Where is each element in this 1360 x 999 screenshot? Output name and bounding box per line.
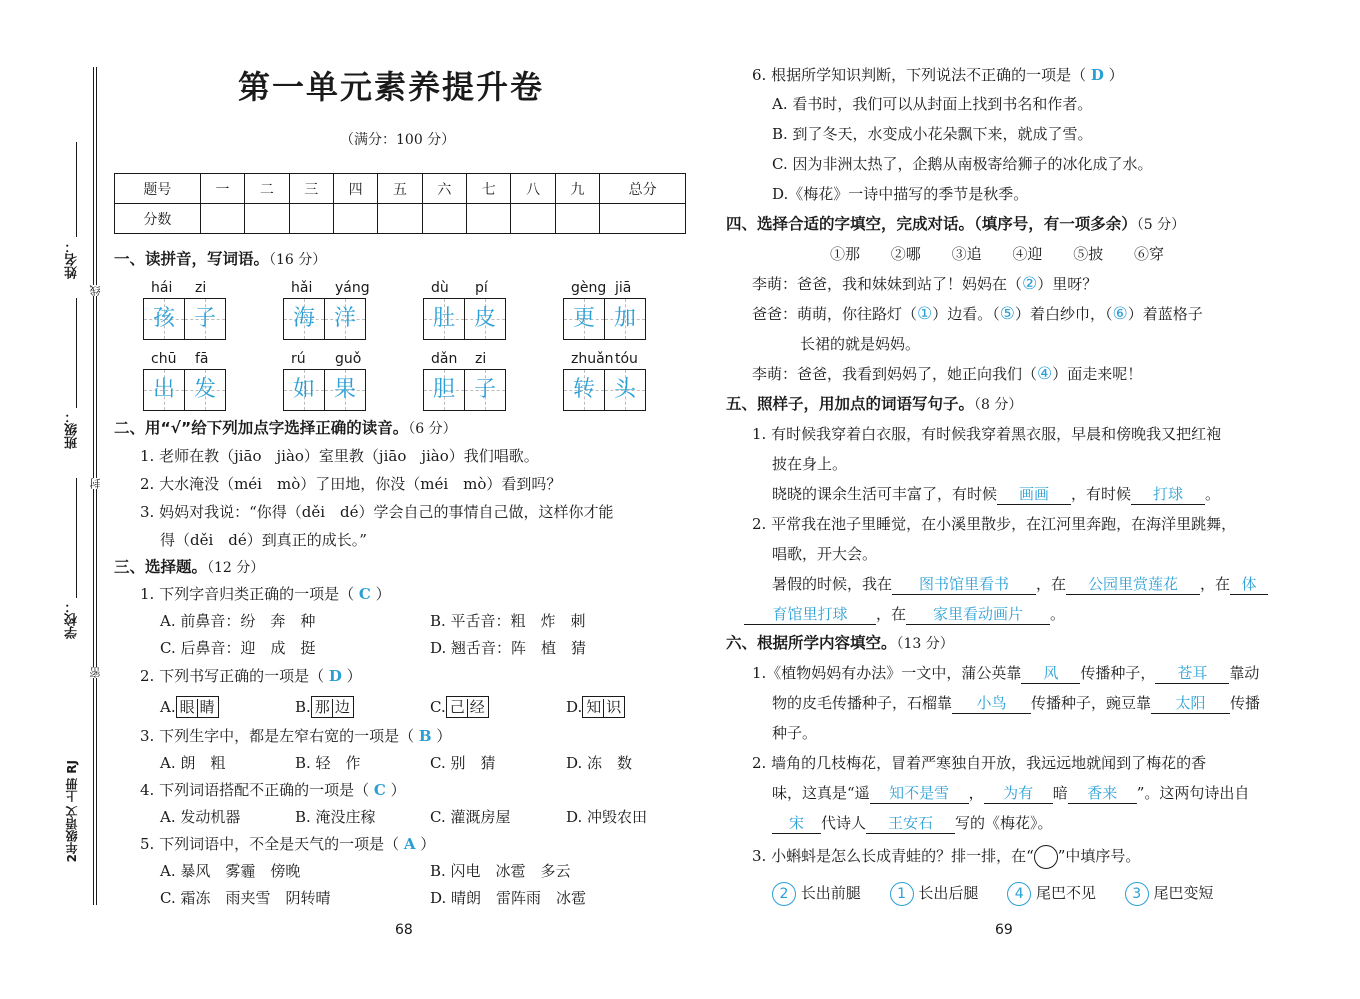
sec3-q1-option-a: A. 前鼻音：纷 奔 种 bbox=[160, 612, 316, 630]
answer-blank[interactable]: 公园里赏莲花 bbox=[1066, 574, 1200, 595]
char-cell[interactable] bbox=[563, 369, 605, 411]
sec3-q1: 1. 下列字音归类正确的一项是（ C ） bbox=[140, 585, 391, 603]
char-answer: 转 bbox=[572, 377, 595, 402]
char-answer: 子 bbox=[473, 377, 496, 402]
score-table bbox=[114, 173, 686, 234]
sec3-q4: 4. 下列词语搭配不正确的一项是（ C ） bbox=[140, 781, 406, 799]
score-header-cell: 二 bbox=[245, 174, 289, 204]
option-item: ③追 bbox=[951, 245, 982, 263]
pinyin-syllable: rú bbox=[291, 351, 306, 367]
section-1-points: （16 分） bbox=[269, 252, 327, 268]
sec3-q4-option-b: B. 淹没庄稼 bbox=[295, 808, 376, 826]
sec6-q1c: 种子。 bbox=[772, 724, 818, 742]
score-cell[interactable] bbox=[333, 204, 377, 234]
word-char: 睛 bbox=[199, 698, 215, 716]
dialog-text: 李萌：爸爸，我看到妈妈了，她正向我们（ bbox=[752, 365, 1038, 383]
sec3-q2-option-d: D. 知 识 bbox=[566, 696, 625, 718]
char-cell[interactable] bbox=[563, 298, 605, 340]
dialog-answer: ④ bbox=[1037, 364, 1053, 384]
step-text: 尾巴不见 bbox=[1035, 884, 1096, 902]
sec3-q5-text: 5. 下列词语中，不全是天气的一项是（ bbox=[140, 835, 400, 853]
answer-blank[interactable]: 育馆里打球 bbox=[744, 604, 876, 625]
sec3-q5: 5. 下列词语中，不全是天气的一项是（ A ） bbox=[140, 835, 436, 853]
sentence-text: 传播种子， bbox=[1080, 664, 1156, 682]
sentence-text: 物的皮毛传播种子，石榴靠 bbox=[772, 694, 953, 712]
section-4-points: （5 分） bbox=[1136, 217, 1186, 233]
answer-blank[interactable]: 画画 bbox=[997, 484, 1071, 505]
dialog-text: 李萌：爸爸，我和妹妹到站了！妈妈在（ bbox=[752, 275, 1023, 293]
char-cell[interactable] bbox=[143, 298, 185, 340]
line-mark: 线 bbox=[89, 285, 102, 296]
class-underline bbox=[76, 298, 77, 408]
word-char: 经 bbox=[469, 698, 485, 716]
score-header-cell: 六 bbox=[422, 174, 466, 204]
answer-blank[interactable]: 图书馆里看书 bbox=[892, 574, 1036, 595]
tian-grid bbox=[563, 369, 645, 411]
answer-blank[interactable]: 宋 bbox=[772, 813, 821, 834]
word-char: 眼 bbox=[179, 698, 195, 716]
char-cell[interactable] bbox=[283, 369, 325, 411]
sec5-q1b: 披在身上。 bbox=[772, 455, 848, 473]
char-answer: 发 bbox=[193, 377, 216, 402]
secret-mark: 密 bbox=[89, 667, 102, 678]
char-cell[interactable] bbox=[184, 369, 226, 411]
answer-blank[interactable]: 为有 bbox=[984, 783, 1053, 804]
section-5-points: （8 分） bbox=[974, 397, 1023, 413]
dialog-text: ）面走来呢！ bbox=[1052, 365, 1143, 383]
char-cell[interactable] bbox=[604, 298, 646, 340]
sentence-text: 靠动 bbox=[1229, 664, 1260, 682]
section-5-heading: 五、照样子，用加点的词语写句子。 bbox=[726, 395, 975, 413]
score-cell[interactable] bbox=[467, 204, 511, 234]
char-answer: 肚 bbox=[432, 306, 455, 331]
score-header-cell: 总分 bbox=[600, 174, 686, 204]
char-answer: 出 bbox=[152, 377, 175, 402]
option-item: ⑤披 bbox=[1073, 245, 1104, 263]
sentence-text: 传播种子，豌豆靠 bbox=[1031, 694, 1152, 712]
char-answer: 头 bbox=[613, 377, 636, 402]
sec4-options bbox=[830, 244, 1164, 264]
sentence-text: 3. 小蝌蚪是怎么长成青蛙的？排一排，在“ bbox=[752, 847, 1034, 865]
name-label: 姓名： bbox=[65, 240, 80, 279]
sec3-q3-option-b: B. 轻 作 bbox=[295, 754, 361, 772]
score-header-cell: 八 bbox=[511, 174, 555, 204]
option-item: ②哪 bbox=[890, 245, 921, 263]
char-cell[interactable] bbox=[324, 369, 366, 411]
section-4-heading: 四、选择合适的字填空，完成对话。（填序号，有一项多余） bbox=[726, 215, 1137, 233]
score-cell[interactable] bbox=[200, 204, 244, 234]
sec3-q4-option-d: D. 冲毁农田 bbox=[566, 808, 648, 826]
sec6-q2c bbox=[772, 813, 1053, 834]
class-label: 班级： bbox=[65, 410, 80, 449]
step-text: 长出前腿 bbox=[800, 884, 861, 902]
pinyin-syllable: yáng bbox=[335, 280, 370, 296]
dialog-text: ）着白纱巾，（ bbox=[1015, 305, 1113, 323]
sentence-text: 暑假的时候，我在 bbox=[772, 575, 893, 593]
dialog-answer: ⑥ bbox=[1112, 304, 1128, 324]
section-6-heading: 六、根据所学内容填空。 bbox=[726, 634, 897, 652]
sec3-q3-option-a: A. 朗 粗 bbox=[160, 754, 226, 772]
word-char: 知 bbox=[586, 698, 602, 716]
sec3-q5-option-c: C. 霜冻 雨夹雪 阴转晴 bbox=[160, 889, 331, 907]
school-underline bbox=[76, 478, 77, 598]
pinyin-syllable: dù bbox=[431, 280, 449, 296]
book-info: 2年级语文 上册 RJ bbox=[65, 760, 79, 863]
step-number-circle[interactable]: 1 bbox=[890, 882, 914, 906]
option-item: ⑥穿 bbox=[1133, 245, 1164, 263]
q6-option-d: D.《梅花》一诗中描写的季节是秋季。 bbox=[772, 185, 1029, 203]
section-6-points: （13 分） bbox=[896, 636, 954, 652]
section-1-title bbox=[114, 249, 326, 270]
answer-blank[interactable]: 家里看动画片 bbox=[906, 604, 1050, 625]
answer-blank[interactable]: 香来 bbox=[1068, 783, 1137, 804]
answer-blank[interactable]: 知不是雪 bbox=[870, 783, 969, 804]
sec3-q2-option-a: A. 眼 睛 bbox=[160, 696, 219, 718]
step-item bbox=[1125, 884, 1214, 902]
char-cell[interactable] bbox=[324, 298, 366, 340]
sentence-text: 写的《梅花》。 bbox=[955, 814, 1053, 832]
word-char: 己 bbox=[449, 698, 465, 716]
char-answer: 胆 bbox=[432, 377, 455, 402]
section-2-title bbox=[114, 418, 457, 439]
step-item bbox=[890, 884, 979, 902]
sentence-text: 。 bbox=[1205, 485, 1221, 503]
sec3-q2-text: 2. 下列书写正确的一项是（ bbox=[140, 667, 325, 685]
sentence-text: 晓晓的课余生活可丰富了，有时候 bbox=[772, 485, 998, 503]
sec3-q3-text: 3. 下列生字中，都是左窄右宽的一项是（ bbox=[140, 727, 415, 745]
sentence-text: 味，这真是“遥 bbox=[772, 784, 870, 802]
sec3-q1-answer: C bbox=[358, 585, 371, 603]
sec4-line-2 bbox=[752, 304, 1203, 324]
score-header-cell: 四 bbox=[333, 174, 377, 204]
pinyin-syllable: dǎn bbox=[431, 351, 458, 367]
sec3-q4-option-a: A. 发动机器 bbox=[160, 808, 241, 826]
answer-blank[interactable]: 打球 bbox=[1131, 484, 1205, 505]
step-text: 尾巴变短 bbox=[1153, 884, 1214, 902]
char-answer: 海 bbox=[292, 306, 315, 331]
answer-blank[interactable]: 太阳 bbox=[1151, 693, 1230, 714]
score-cell[interactable] bbox=[245, 204, 289, 234]
char-answer: 子 bbox=[193, 306, 216, 331]
tian-grid bbox=[423, 298, 505, 340]
score-table-row bbox=[115, 204, 686, 234]
q6-option-a: A. 看书时，我们可以从封面上找到书名和作者。 bbox=[772, 95, 1093, 113]
option-item: ①那 bbox=[830, 245, 861, 263]
score-cell[interactable] bbox=[378, 204, 422, 234]
pinyin-syllable: zi bbox=[475, 351, 487, 367]
score-cell[interactable] bbox=[600, 204, 686, 234]
pinyin-syllable: zhuǎn bbox=[571, 351, 614, 367]
score-cell[interactable] bbox=[289, 204, 333, 234]
sec5-q1c bbox=[772, 484, 1220, 505]
sec6-q1b bbox=[772, 693, 1260, 714]
q6-option-c: C. 因为非洲太热了，企鹅从南极寄给狮子的冰化成了水。 bbox=[772, 155, 1153, 173]
word-char: 那 bbox=[314, 698, 330, 716]
char-answer: 加 bbox=[613, 306, 636, 331]
pinyin-syllable: zi bbox=[195, 280, 207, 296]
sec5-q2b: 唱歌，开大会。 bbox=[772, 545, 878, 563]
pinyin-syllable: tóu bbox=[615, 351, 638, 367]
sec6-q2a: 2. 墙角的几枝梅花，冒着严寒独自开放，我远远地就闻到了梅花的香 bbox=[752, 754, 1207, 772]
step-item bbox=[772, 884, 861, 902]
sec5-q2a: 2. 平常我在池子里睡觉，在小溪里散步，在江河里奔跑，在海洋里跳舞， bbox=[752, 515, 1237, 533]
sentence-text: ”。这两句诗出自 bbox=[1136, 784, 1250, 802]
full-mark: （满分：100 分） bbox=[340, 132, 456, 148]
tian-grid bbox=[563, 298, 645, 340]
char-answer: 孩 bbox=[152, 306, 175, 331]
dialog-answer: ② bbox=[1022, 274, 1038, 294]
score-header-cell: 题号 bbox=[115, 174, 201, 204]
sec3-q4-option-c: C. 灌溉房屋 bbox=[430, 808, 511, 826]
sec3-q4-text: 4. 下列词语搭配不正确的一项是（ bbox=[140, 781, 370, 799]
answer-blank[interactable]: 风 bbox=[1021, 663, 1080, 684]
score-table-header-row bbox=[115, 174, 686, 204]
sentence-text: ，在 bbox=[1036, 575, 1067, 593]
step-number-circle[interactable]: 2 bbox=[772, 882, 796, 906]
score-header-cell: 三 bbox=[289, 174, 333, 204]
step-number-circle[interactable]: 3 bbox=[1125, 882, 1149, 906]
section-2-heading: 二、用“√”给下列加点字选择正确的读音。 bbox=[114, 419, 409, 437]
char-answer: 如 bbox=[292, 377, 315, 402]
seal-mark: 封 bbox=[89, 478, 102, 489]
sentence-text: ”中填序号。 bbox=[1057, 847, 1141, 865]
section-2-points: （6 分） bbox=[408, 421, 457, 437]
pinyin-syllable: hái bbox=[151, 280, 173, 296]
sentence-text: 传播 bbox=[1230, 694, 1261, 712]
sec3-q3: 3. 下列生字中，都是左窄右宽的一项是（ B ） bbox=[140, 727, 452, 745]
sec2-q1: 1. 老师在教（jiāo jiào）室里教（jiāo jiào）我们唱歌。 bbox=[140, 447, 539, 465]
answer-blank[interactable]: 王安石 bbox=[866, 813, 955, 834]
tian-grid bbox=[283, 298, 365, 340]
sec3-q1-text: 1. 下列字音归类正确的一项是（ bbox=[140, 585, 355, 603]
pinyin-syllable: guǒ bbox=[335, 351, 362, 367]
page-number-right: 69 bbox=[995, 922, 1013, 938]
sentence-text: 暗 bbox=[1052, 784, 1068, 802]
section-6-title bbox=[726, 633, 954, 654]
sec3-q4-answer: C bbox=[373, 781, 386, 799]
section-3-title bbox=[114, 557, 264, 578]
char-answer: 更 bbox=[572, 306, 595, 331]
sentence-text: 。 bbox=[1050, 605, 1066, 623]
sec4-line-2b: 长裙的就是妈妈。 bbox=[800, 335, 921, 353]
sec3-q1-option-d: D. 翘舌音：阵 植 猜 bbox=[430, 639, 587, 657]
tian-grid bbox=[143, 369, 225, 411]
sec4-line-1 bbox=[752, 274, 1097, 294]
dialog-answer: ① bbox=[917, 304, 933, 324]
score-header-cell: 七 bbox=[467, 174, 511, 204]
sec3-q5-option-b: B. 闪电 冰雹 多云 bbox=[430, 862, 571, 880]
section-5-title bbox=[726, 394, 1022, 415]
sentence-text: 代诗人 bbox=[821, 814, 867, 832]
answer-blank[interactable]: 体 bbox=[1230, 574, 1268, 595]
sentence-text: ，有时候 bbox=[1071, 485, 1132, 503]
q6-option-b: B. 到了冬天，水变成小花朵飘下来，就成了雪。 bbox=[772, 125, 1093, 143]
sec3-q2-option-c: C. 己 经 bbox=[430, 696, 489, 718]
sec3-q2-answer: D bbox=[328, 667, 342, 685]
pinyin-syllable: jiā bbox=[615, 280, 632, 296]
char-cell[interactable] bbox=[604, 369, 646, 411]
score-header-cell: 一 bbox=[200, 174, 244, 204]
char-cell[interactable] bbox=[143, 369, 185, 411]
pinyin-syllable: fā bbox=[195, 351, 209, 367]
char-cell[interactable] bbox=[184, 298, 226, 340]
sec6-q2b bbox=[772, 783, 1249, 804]
sec5-q1a: 1. 有时候我穿着白衣服，有时候我穿着黑衣服，早晨和傍晚我又把红袍 bbox=[752, 425, 1222, 443]
score-header-cell: 九 bbox=[555, 174, 599, 204]
sec2-q3a: 3. 妈妈对我说：“你得（děi dé）学会自己的事情自己做，这样你才能 bbox=[140, 503, 614, 521]
sec3-q5-option-a: A. 暴风 雾霾 傍晚 bbox=[160, 862, 301, 880]
section-4-title bbox=[726, 214, 1185, 235]
pinyin-syllable: pí bbox=[475, 280, 488, 296]
sec3-q3-option-d: D. 冻 数 bbox=[566, 754, 633, 772]
dialog-text: ）着蓝格子 bbox=[1127, 305, 1203, 323]
sec3-q1-option-b: B. 平舌音：粗 炸 刺 bbox=[430, 612, 586, 630]
sec4-line-3 bbox=[752, 364, 1142, 384]
dialog-answer: ⑤ bbox=[999, 304, 1016, 324]
char-answer: 皮 bbox=[473, 306, 496, 331]
step-number-circle[interactable]: 4 bbox=[1007, 882, 1031, 906]
answer-blank[interactable]: 苍耳 bbox=[1155, 663, 1229, 684]
score-cell[interactable] bbox=[555, 204, 599, 234]
empty-circle-icon bbox=[1034, 845, 1058, 869]
step-item bbox=[1007, 884, 1096, 902]
answer-blank[interactable]: 小鸟 bbox=[952, 693, 1031, 714]
sec6-q1a bbox=[752, 663, 1259, 684]
sec6-q3-steps bbox=[772, 882, 1214, 906]
word-char: 识 bbox=[606, 698, 622, 716]
pinyin-syllable: gèng bbox=[571, 280, 607, 296]
char-cell[interactable] bbox=[464, 298, 506, 340]
score-header-cell: 五 bbox=[378, 174, 422, 204]
sentence-text: ，在 bbox=[1200, 575, 1231, 593]
sentence-text: ，在 bbox=[876, 605, 907, 623]
sec2-q2: 2. 大水淹没（méi mò）了田地，你没（méi mò）看到吗？ bbox=[140, 475, 562, 493]
char-cell[interactable] bbox=[423, 298, 465, 340]
score-row-label: 分数 bbox=[115, 204, 201, 234]
dialog-text: ）里呀？ bbox=[1037, 275, 1098, 293]
score-cell[interactable] bbox=[511, 204, 555, 234]
sec3-q2-option-b: B. 那 边 bbox=[295, 696, 354, 718]
section-3-heading: 三、选择题。 bbox=[114, 558, 208, 576]
sec3-q3-answer: B bbox=[418, 727, 432, 745]
char-cell[interactable] bbox=[283, 298, 325, 340]
sec3-q5-answer: A bbox=[403, 835, 416, 853]
tian-grid bbox=[423, 369, 505, 411]
page-title: 第一单元素养提升卷 bbox=[238, 68, 545, 106]
tian-grid bbox=[143, 298, 225, 340]
dialog-text: ）边看。（ bbox=[932, 305, 1000, 323]
name-underline bbox=[76, 142, 77, 237]
q6-text: 6. 根据所学知识判断，下列说法不正确的一项是（ bbox=[752, 66, 1087, 84]
sec3-q3-option-c: C. 别 猜 bbox=[430, 754, 496, 772]
section-1-heading: 一、读拼音，写词语。 bbox=[114, 250, 270, 268]
char-answer: 洋 bbox=[333, 306, 356, 331]
sec3-q5-option-d: D. 晴朗 雷阵雨 冰雹 bbox=[430, 889, 587, 907]
step-text: 长出后腿 bbox=[918, 884, 979, 902]
dialog-text: 爸爸：萌萌，你往路灯（ bbox=[752, 305, 918, 323]
school-label: 学校： bbox=[65, 600, 80, 639]
char-cell[interactable] bbox=[464, 369, 506, 411]
page-number-left: 68 bbox=[395, 922, 413, 938]
score-cell[interactable] bbox=[422, 204, 466, 234]
sec3-q2: 2. 下列书写正确的一项是（ D ） bbox=[140, 667, 362, 685]
sec6-q3 bbox=[752, 845, 1140, 869]
pinyin-syllable: hǎi bbox=[291, 280, 313, 296]
word-char: 边 bbox=[334, 698, 350, 716]
sentence-text: 1.《植物妈妈有办法》一文中，蒲公英靠 bbox=[752, 664, 1022, 682]
option-item: ④迎 bbox=[1012, 245, 1043, 263]
q6-answer: D bbox=[1090, 66, 1104, 84]
sec5-q2d bbox=[744, 604, 1065, 625]
sentence-text: ， bbox=[968, 784, 984, 802]
pinyin-syllable: chū bbox=[151, 351, 177, 367]
char-cell[interactable] bbox=[423, 369, 465, 411]
section-3-points: （12 分） bbox=[207, 560, 265, 576]
tian-grid bbox=[283, 369, 365, 411]
q6: 6. 根据所学知识判断，下列说法不正确的一项是（ D ） bbox=[752, 66, 1124, 84]
sec3-q1-option-c: C. 后鼻音：迎 成 挺 bbox=[160, 639, 316, 657]
sec2-q3b: 得（děi dé）到真正的成长。” bbox=[160, 531, 367, 549]
sec5-q2c bbox=[772, 574, 1268, 595]
char-answer: 果 bbox=[333, 377, 356, 402]
